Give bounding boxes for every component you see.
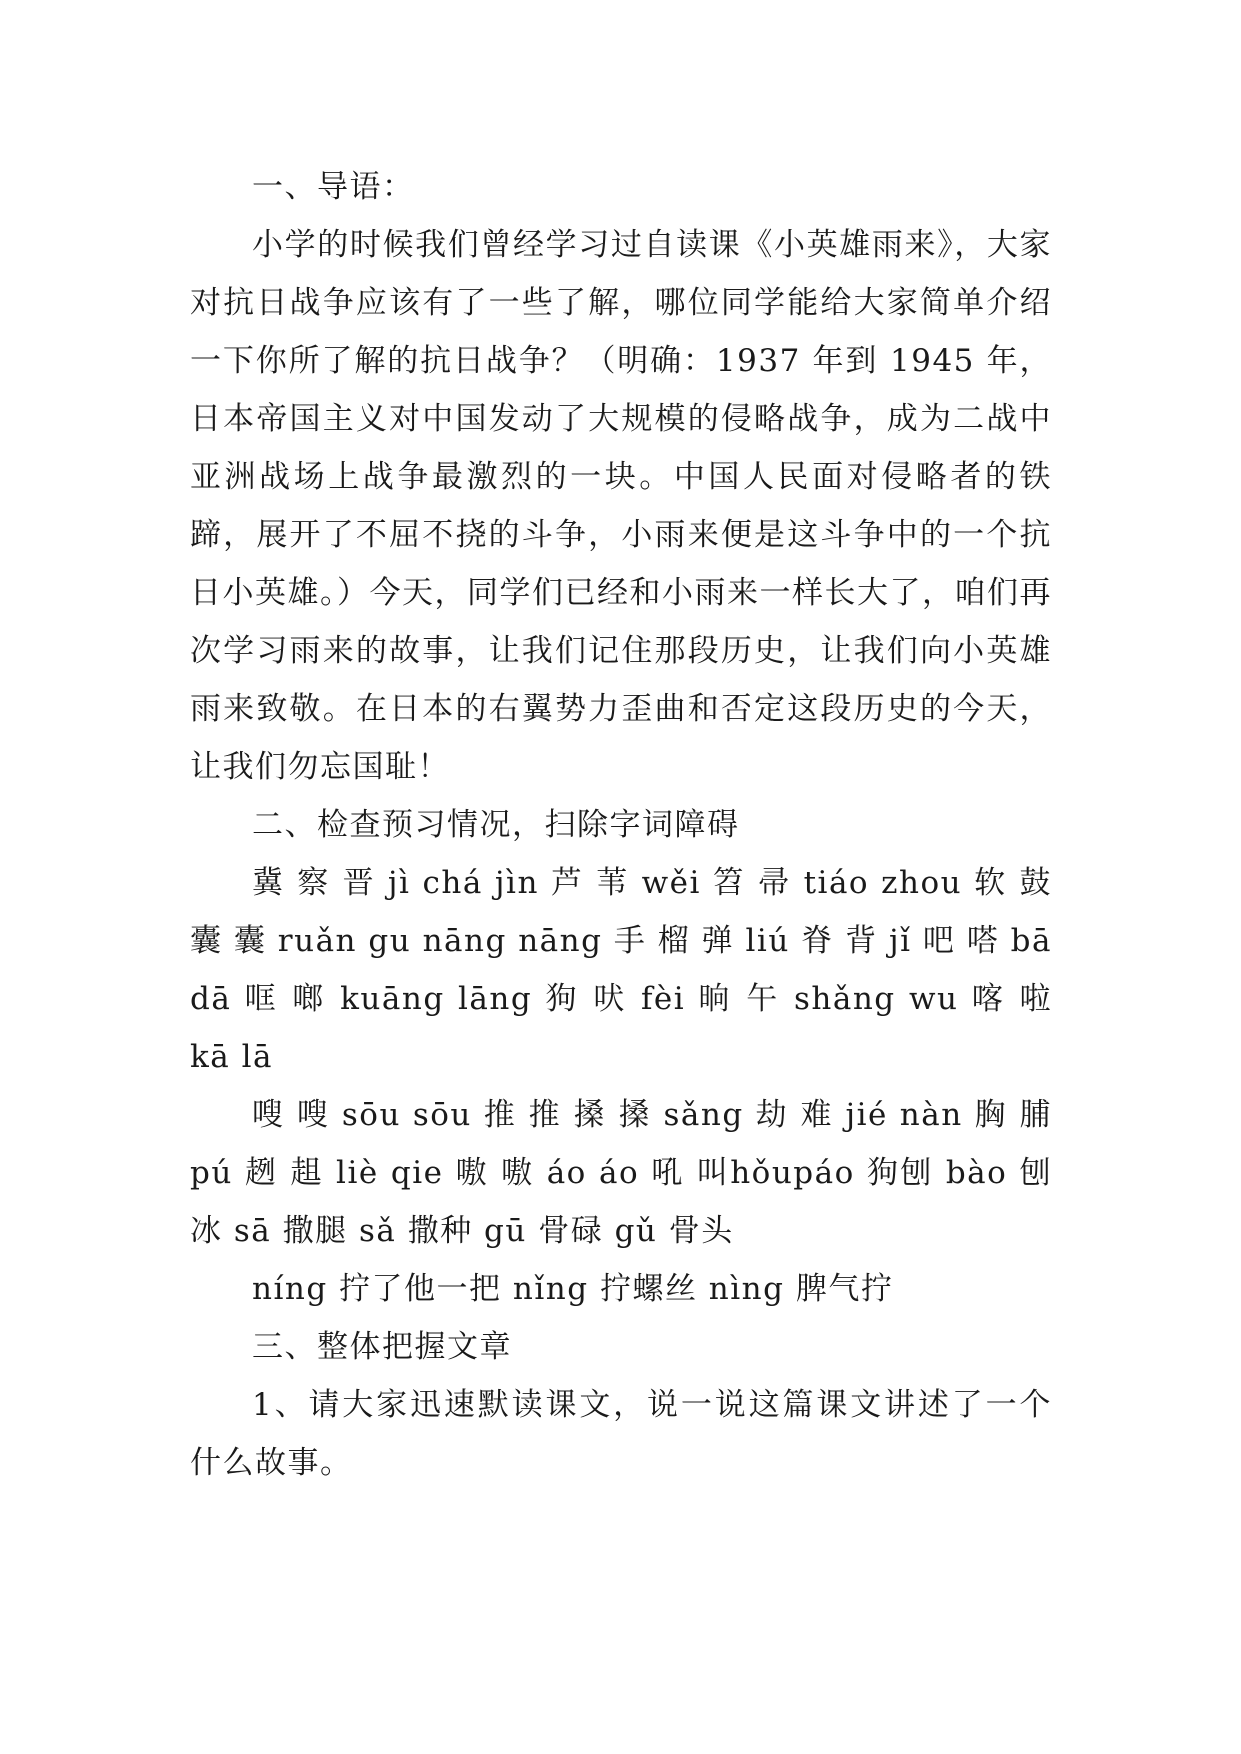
intro-paragraph: 小学的时候我们曾经学习过自读课《小英雄雨来》，大家对抗日战争应该有了一些了解，哪位同学能给大家简单介绍一下你所了解的抗日战争？（明确：1937 年到 1945 年，日本帝国主义对中国发动了大规模的侵略战争，成为二战中亚洲战场上战争最激烈的一块。中国人民面对侵略者的铁蹄，展开了不屈不挠的斗争，小雨来便是这斗争中的一个抗日小英雄。）今天，同学们已经和小雨来一样长大了，咱们再次学习雨来的故事，让我们记住那段历史，让我们向小英雄雨来致敬。在日本的右翼势力歪曲和否定这段历史的今天，让我们勿忘国耻！ xyxy=(190,227,1052,785)
vocabulary-paragraph-2: 嗖 嗖 sōu sōu 推 推 搡 搡 sǎng 劫 难 jié nàn 胸 脯 pú 趔 趄 liè qie 嗷 嗷 áo áo 吼 叫hǒupáo 狗刨 bào 刨冰 sā 撒腿 sǎ 撒种 gū 骨碌 gǔ 骨头 xyxy=(190,1097,1052,1249)
section-heading-intro: 一、导语： xyxy=(252,169,415,205)
section-heading-overview: 三、整体把握文章 xyxy=(252,1329,512,1365)
section-heading-preview: 二、检查预习情况，扫除字词障碍 xyxy=(252,807,740,843)
vocabulary-paragraph-3: níng 拧了他一把 nǐng 拧螺丝 nìng 脾气拧 xyxy=(252,1271,894,1307)
vocabulary-paragraph-1: 冀 察 晋 jì chá jìn 芦 苇 wěi 笤 帚 tiáo zhou 软 鼓 囊 囊 ruǎn gu nāng nāng 手 榴 弹 liú 脊 背 jǐ 吧 嗒 bā dā 哐 啷 kuāng lāng 狗 吠 fèi 晌 午 shǎng wu 喀 啦 kā lā xyxy=(190,865,1052,1075)
question-paragraph: 1、请大家迅速默读课文，说一说这篇课文讲述了一个什么故事。 xyxy=(190,1387,1052,1481)
document-body xyxy=(190,158,1052,1492)
